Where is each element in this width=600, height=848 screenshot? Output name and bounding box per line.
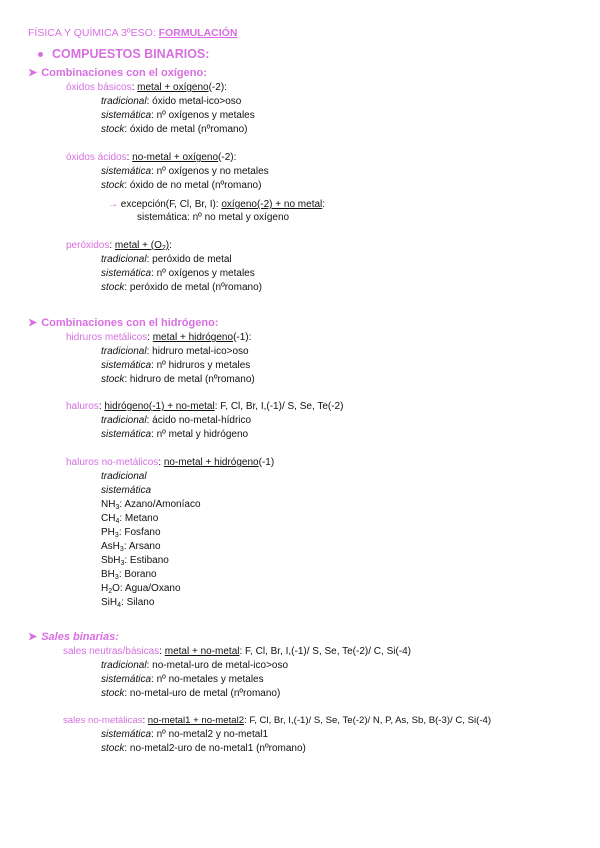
sales-nometalicas-line: sales no-metálicas: no-metal1 + no-metal2: F, Cl, Br, I,(-1)/ S, Se, Te(-2)/ N, P, As, Sb, B(-3)/ C, Si(-4) <box>63 715 492 726</box>
sales-nometalicas-sistematica: sistemática: nº no-metal2 y no-metal1 <box>101 729 269 740</box>
haluros-sistematica: sistemática: nº metal y hidrógeno <box>101 429 249 440</box>
peroxidos-tradicional: tradicional: peróxido de metal <box>101 254 232 265</box>
oxidos-basicos-tradicional: tradicional: óxido metal-ico>oso <box>101 96 242 107</box>
compound-item: SiH$_4$: Silano <box>101 597 155 609</box>
sales-neutras-line: sales neutras/básicas: metal + no-metal: F, Cl, Br, I,(-1)/ S, Se, Te(-2)/ C, Si(-4) <box>63 646 412 657</box>
hidruros-stock: stock: hidruro de metal (nºromano) <box>101 374 255 385</box>
compound-item: $H_2O$: Agua/Oxano <box>101 583 181 595</box>
compound-item: $BH_3$: Borano <box>101 569 157 581</box>
sales-nometalicas-stock: stock: no-metal2-uro de no-metal1 (nºromano) <box>101 743 306 754</box>
hidruros-tradicional: tradicional: hidruro metal-ico>oso <box>101 346 249 357</box>
compound-item: $CH_4$: Metano <box>101 513 159 525</box>
haluros-nometalicos-line: haluros no-metálicos: no-metal + hidrógeno(-1) <box>66 457 275 468</box>
haluros-tradicional: tradicional: ácido no-metal-hídrico <box>101 415 252 426</box>
peroxidos-stock: stock: peróxido de metal (nºromano) <box>101 282 262 293</box>
compound-item: SbH$_3$: Estibano <box>101 555 169 567</box>
arrow-icon: ➤ <box>28 631 38 643</box>
haluros-line: haluros: hidrógeno(-1) + no-metal: F, Cl, Br, I,(-1)/ S, Se, Te(-2) <box>66 401 344 412</box>
arrow-icon: ➤ <box>28 67 38 79</box>
section-title: COMPUESTOS BINARIOS: <box>38 48 209 61</box>
sales-neutras-stock: stock: no-metal-uro de metal (nºromano) <box>101 688 281 699</box>
oxidos-basicos-stock: stock: óxido de metal (nºromano) <box>101 124 248 135</box>
oxidos-basicos-line: óxidos básicos: metal + oxígeno(-2): <box>66 82 227 93</box>
peroxidos-line: peróxidos: metal + $(O_2)$: <box>66 240 172 252</box>
sales-neutras-sistematica: sistemática: nº no-metales y metales <box>101 674 264 685</box>
compound-item: AsH$_3$: Arsano <box>101 541 161 553</box>
sales-neutras-tradicional: tradicional: no-metal-uro de metal-ico>oso <box>101 660 289 671</box>
compound-item: $PH_3$: Fosfano <box>101 527 161 539</box>
nometalicos-tradicional: tradicional <box>101 471 147 482</box>
heading-oxigeno: ➤ Combinaciones con el oxígeno: <box>28 67 207 79</box>
oxidos-basicos-sistematica: sistemática: nº oxígenos y metales <box>101 110 255 121</box>
oxidos-acidos-stock: stock: óxido de no metal (nºromano) <box>101 180 262 191</box>
peroxidos-sistematica: sistemática: nº oxígenos y metales <box>101 268 255 279</box>
compound-item: $NH_3$: Azano/Amoníaco <box>101 499 201 511</box>
oxidos-acidos-line: óxidos ácidos: no-metal + oxígeno(-2): <box>66 152 237 163</box>
arrow-icon: ➤ <box>28 317 38 329</box>
bullet-icon <box>38 52 43 57</box>
page-header <box>28 27 237 40</box>
oxidos-acidos-sistematica: sistemática: nº oxígenos y no metales <box>101 166 269 177</box>
arrow-right-icon: → <box>108 199 121 210</box>
excepcion-line: → excepción(F, Cl, Br, I): oxígeno(-2) + no metal: <box>108 199 326 210</box>
excepcion-sistematica: sistemática: nº no metal y oxígeno <box>137 212 290 223</box>
hidruros-sistematica: sistemática: nº hidruros y metales <box>101 360 251 371</box>
hidruros-line: hidruros metálicos: metal + hidrógeno(-1): <box>66 332 252 343</box>
heading-hidrogeno: ➤ Combinaciones con el hidrógeno: <box>28 317 219 329</box>
nometalicos-sistematica: sistemática <box>101 485 152 496</box>
page-title: FORMULACIÓN <box>158 27 238 39</box>
header-prefix: FÍSICA Y QUÍMICA 3ºESO: <box>28 27 159 39</box>
heading-sales: ➤ Sales binarias: <box>28 631 119 643</box>
